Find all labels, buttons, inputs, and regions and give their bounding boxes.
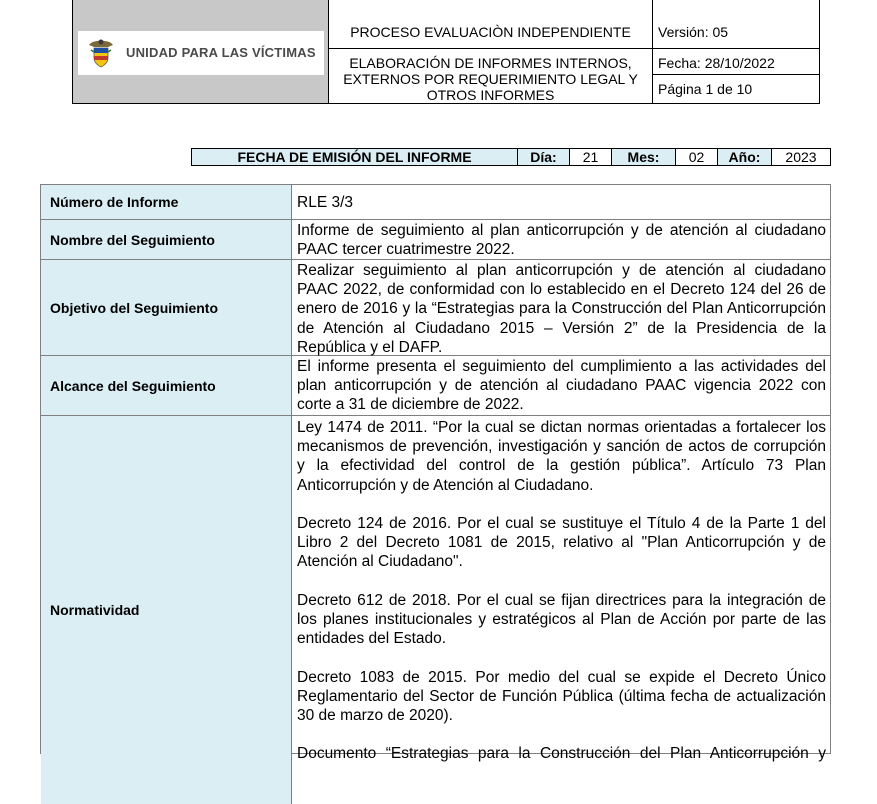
- document-meta: [653, 0, 819, 103]
- row-value: Informe de seguimiento al plan anticorrupción y de atención al ciudadano PAAC tercer cuatrimestre 2022.: [297, 222, 826, 259]
- process-subtitle: ELABORACIÓN DE INFORMES INTERNOS, EXTERNOS POR REQUERIMIENTO LEGAL Y OTROS INFORMES: [343, 55, 638, 103]
- table-row: [41, 260, 830, 356]
- row-value: [292, 416, 830, 776]
- table-row: [41, 185, 830, 220]
- emission-date-bar: [191, 148, 831, 166]
- row-value: Realizar seguimiento al plan anticorrupción y de atención al ciudadano PAAC 2022, de conformidad con lo establecido en el Decreto 124 del 26 de enero de 2016 y la “Estrategias para la Construcción del Plan Anticorrupción de Atención al Ciudadano 2015 – Versión 2” de la Presidencia de la República y el DAFP.: [297, 262, 826, 356]
- table-row: [41, 220, 830, 260]
- day-value: 21: [570, 149, 612, 165]
- document-header: [72, 0, 820, 104]
- row-label: Nombre del Seguimiento: [41, 220, 292, 259]
- norm-paragraph: Decreto 612 de 2018. Por el cual se fijan directrices para la integración de los planes institucionales y estratégicos al Plan de Acción por parte de las entidades del Estado.: [297, 591, 826, 648]
- norm-paragraph: Ley 1474 de 2011. “Por la cual se dictan normas orientadas a fortalecer los mecanismos de prevención, investigación y sanción de actos de corrupción y la efectividad del control de la gestión pública”. Artículo 73 Plan Anticorrupción y de Atención al Ciudadano.: [297, 419, 826, 494]
- logo-cell: [73, 0, 329, 103]
- row-label: Normatividad: [41, 416, 292, 804]
- process-title: PROCESO EVALUACIÒN INDEPENDIENTE: [329, 0, 652, 49]
- entity-logo: [78, 31, 324, 75]
- norm-paragraph: Documento “Estrategias para la Construcción del Plan Anticorrupción y: [297, 745, 826, 763]
- row-label: Alcance del Seguimiento: [41, 356, 292, 415]
- row-label: Número de Informe: [41, 185, 292, 219]
- norm-paragraph: Decreto 124 de 2016. Por el cual se sustituye el Título 4 de la Parte 1 del Libro 2 del Decreto 1081 de 2015, relativo al "Plan Anticorrupción y de Atención al Ciudadano".: [297, 515, 826, 571]
- report-info-table: [40, 184, 831, 763]
- page-number: Página 1 de 10: [658, 81, 753, 97]
- document-version: Versión: 05: [653, 0, 819, 49]
- month-value: 02: [676, 149, 718, 165]
- year-label: Año:: [718, 149, 772, 165]
- norm-paragraph: Decreto 1083 de 2015. Por medio del cual se expide el Decreto Único Reglamentario del Sector de Función Pública (última fecha de actualización 30 de marzo de 2020).: [297, 668, 826, 724]
- year-value: 2023: [772, 149, 830, 165]
- table-row: [41, 356, 830, 416]
- row-value: RLE 3/3: [297, 194, 354, 211]
- day-label: Día:: [518, 149, 570, 165]
- month-label: Mes:: [612, 149, 676, 165]
- document-date: Fecha: 28/10/2022: [653, 49, 819, 75]
- emission-title: FECHA DE EMISIÓN DEL INFORME: [192, 149, 518, 165]
- row-label: Objetivo del Seguimiento: [41, 260, 292, 355]
- table-row: [41, 416, 830, 776]
- coat-of-arms-icon: [86, 36, 116, 70]
- row-value: El informe presenta el seguimiento del cumplimiento a las actividades del plan anticorrupción y de atención al ciudadano PAAC vigencia 2022 con corte a 31 de diciembre de 2022.: [297, 358, 826, 414]
- entity-name: UNIDAD PARA LAS VÍCTIMAS: [126, 45, 316, 60]
- process-cell: [329, 0, 653, 103]
